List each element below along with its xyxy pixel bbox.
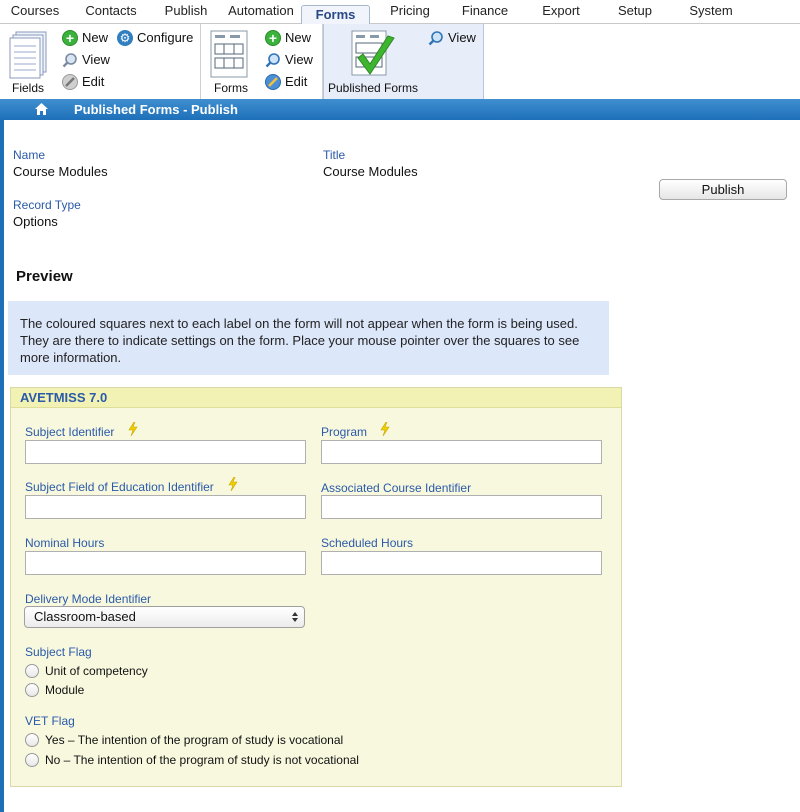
forms-group-label: Forms xyxy=(214,81,248,95)
associated-course-label: Associated Course Identifier xyxy=(321,481,472,495)
pencil-icon xyxy=(265,74,281,90)
vet-flag-label: VET Flag xyxy=(25,714,75,728)
ribbon-toolbar xyxy=(0,24,800,99)
title-value: Course Modules xyxy=(323,164,418,179)
fields-group: Fields + New ⚙ Configure View Edit xyxy=(0,24,201,99)
scheduled-hours-label: Scheduled Hours xyxy=(321,536,414,550)
scheduled-hours-input[interactable] xyxy=(321,551,602,575)
tab-contacts[interactable]: Contacts xyxy=(85,3,137,18)
top-tab-bar xyxy=(0,0,800,24)
radio-button[interactable] xyxy=(25,664,39,678)
plus-icon: + xyxy=(265,30,281,46)
subject-flag-label: Subject Flag xyxy=(25,645,92,659)
form-document-icon xyxy=(210,30,250,80)
published-forms-group[interactable]: Published Forms View xyxy=(323,24,484,99)
subject-identifier-label: Subject Identifier xyxy=(25,425,115,439)
published-check-icon xyxy=(348,30,398,82)
subject-field-of-education-label: Subject Field of Education Identifier xyxy=(25,480,214,494)
nominal-hours-label: Nominal Hours xyxy=(25,536,105,550)
publish-button[interactable]: Publish xyxy=(659,179,787,200)
fields-group-label: Fields xyxy=(12,81,45,95)
delivery-mode-label: Delivery Mode Identifier xyxy=(25,592,152,606)
magnifier-icon xyxy=(62,52,78,68)
page-header-bar xyxy=(0,99,800,120)
gear-icon: ⚙ xyxy=(117,30,133,46)
subject-identifier-input[interactable] xyxy=(25,440,306,464)
record-type-label: Record Type xyxy=(13,198,81,212)
magnifier-icon xyxy=(428,30,444,46)
left-accent-bar xyxy=(0,120,4,812)
delivery-mode-select[interactable] xyxy=(24,606,305,628)
select-arrows-icon xyxy=(291,610,299,624)
tab-setup[interactable]: Setup xyxy=(618,3,652,18)
radio-button[interactable] xyxy=(25,683,39,697)
subject-field-of-education-input[interactable] xyxy=(25,495,306,519)
name-value: Course Modules xyxy=(13,164,108,179)
preview-heading: Preview xyxy=(16,268,73,285)
preview-info-box: The coloured squares next to each label on the form will not appear when the form is being used. They are there to indicate settings on the form. Place your mouse pointer over the squares to see more information. xyxy=(8,301,609,375)
page-title: Published Forms - Publish xyxy=(74,102,238,117)
pencil-icon xyxy=(62,74,78,90)
section-title: AVETMISS 7.0 xyxy=(20,390,108,405)
tab-publish[interactable]: Publish xyxy=(164,3,208,18)
radio-button[interactable] xyxy=(25,733,39,747)
lightning-icon[interactable] xyxy=(228,477,238,491)
tab-export[interactable]: Export xyxy=(542,3,580,18)
program-input[interactable] xyxy=(321,440,602,464)
fields-stack-icon xyxy=(8,30,52,82)
published-forms-group-label: Published Forms xyxy=(328,81,419,95)
tab-pricing[interactable]: Pricing xyxy=(390,3,430,18)
delivery-mode-value: Classroom-based xyxy=(34,609,136,624)
tab-automation[interactable]: Automation xyxy=(228,3,294,18)
section-header xyxy=(11,388,621,408)
record-type-value: Options xyxy=(13,214,58,229)
associated-course-input[interactable] xyxy=(321,495,602,519)
program-label: Program xyxy=(321,425,368,439)
magnifier-icon xyxy=(265,52,281,68)
home-icon[interactable] xyxy=(34,102,49,117)
nominal-hours-input[interactable] xyxy=(25,551,306,575)
tab-forms[interactable]: Forms xyxy=(301,5,370,25)
title-label: Title xyxy=(323,148,346,162)
tab-finance[interactable]: Finance xyxy=(461,3,509,18)
forms-group: Forms + New View Edit xyxy=(201,24,323,99)
tab-courses[interactable]: Courses xyxy=(10,3,60,18)
plus-icon: + xyxy=(62,30,78,46)
radio-button[interactable] xyxy=(25,753,39,767)
tab-system[interactable]: System xyxy=(689,3,733,18)
lightning-icon[interactable] xyxy=(128,422,138,436)
lightning-icon[interactable] xyxy=(380,422,390,436)
name-label: Name xyxy=(13,148,46,162)
